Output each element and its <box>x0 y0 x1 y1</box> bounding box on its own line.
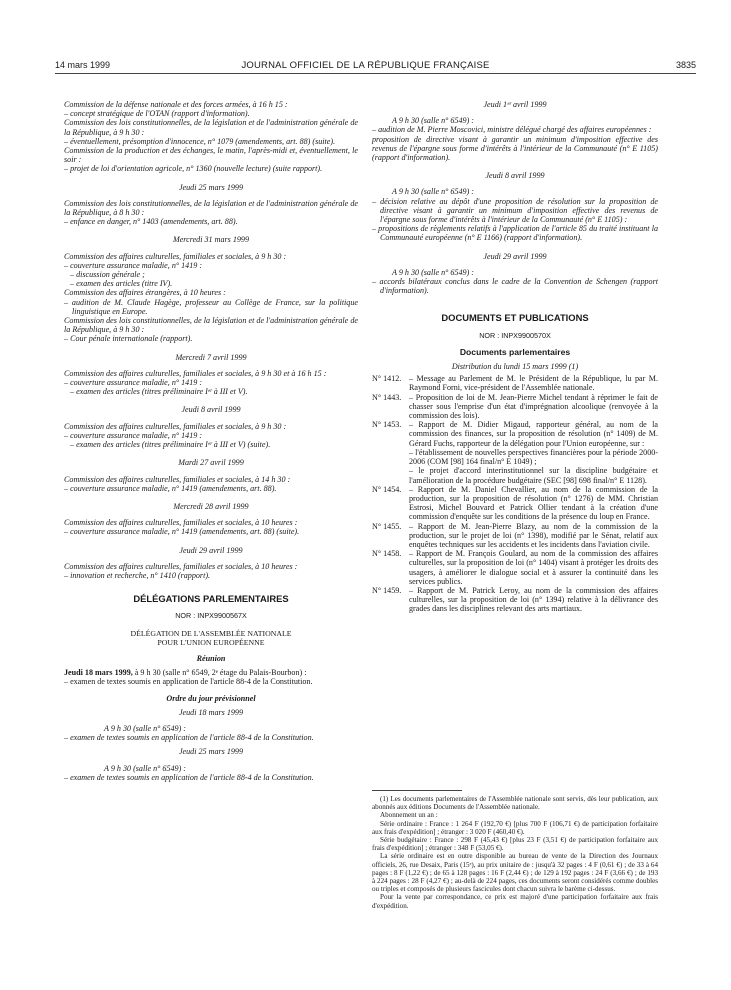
header-rule <box>55 73 696 74</box>
date-heading: Jeudi 25 mars 1999 <box>178 747 244 757</box>
meeting-date: Jeudi 18 mars 1999, <box>64 668 133 678</box>
document-entry <box>372 393 658 421</box>
nor-reference: NOR : INPX9900570X <box>479 330 551 340</box>
document-entry <box>372 586 658 614</box>
agenda-line: – audition de M. Claude Hagège, professeur au Collège de France, sur la politique linguistique en Europe. <box>64 297 358 316</box>
meeting-heading: Réunion <box>196 653 226 663</box>
agenda-line: – concept stratégique de l'OTAN (rapport d'information). <box>64 109 250 119</box>
agenda-line: – enfance en danger, n° 1403 (amendements, art. 88). <box>64 217 238 227</box>
time-line: A 9 h 30 (salle n° 6549) : <box>104 763 186 773</box>
date-heading: Jeudi 29 avril 1999 <box>179 545 243 555</box>
document-entry <box>372 549 658 586</box>
time-line: A 9 h 30 (salle n° 6549) : <box>392 116 474 126</box>
footnote-paragraph: La série ordinaire est en outre disponible au bureau de vente de la Direction des Journaux officiels, 26, rue Desaix, Paris (15ᵉ), au prix unitaire de : jusqu'à 32 pages : 4 F (0,61 €) ; de 33 à 64 pages : 8 F (1,22 €) ; de 65 à 128 pages : 16 F (2,44 €) ; de 129 à 192 pages : 24 F (3,66 €) ; de 193 à 224 pages : 28 F (4,27 €) ; au-delà de 224 pages, ces documents seront considérés comme doubles ou triples et composés de plusieurs fascicules dont chacun suivra le barème ci-dessus. <box>372 852 658 894</box>
date-heading: Jeudi 25 mars 1999 <box>178 182 244 192</box>
document-entry <box>372 466 658 484</box>
agenda-line: – discussion générale ; <box>70 270 145 280</box>
agenda-line: Commission des affaires culturelles, familiales et sociales, à 9 h 30 : <box>64 251 287 261</box>
document-number: N° 1459. <box>372 585 402 595</box>
delegation-title: POUR L'UNION EUROPÉENNE <box>157 637 265 647</box>
date-heading: Mercredi 7 avril 1999 <box>175 352 247 362</box>
document-description: – Rapport de M. François Goulard, au nom de la commission des affaires culturelles, sur la proposition de loi (n° 1404) visant à protéger les droits des usagers, à améliorer le dialogue social et à assurer la continuité dans les services publics. <box>409 549 658 586</box>
agenda-line: – examen de textes soumis en application de l'article 88-4 de la Constitution. <box>64 733 314 743</box>
agenda-line: – examen de textes soumis en application de l'article 88-4 de la Constitution. <box>64 677 313 687</box>
document-entry <box>372 485 658 522</box>
agenda-line: – couverture assurance maladie, n° 1419 (amendements, art. 88) (suite). <box>64 527 300 537</box>
delegation-title: DÉLÉGATION DE L'ASSEMBLÉE NATIONALE <box>130 628 292 638</box>
document-number: N° 1458. <box>372 549 402 559</box>
footnote-paragraph: (1) Les documents parlementaires de l'Assemblée nationale sont servis, dès leur publication, aux abonnés aux éditions Documents de l'Assemblée nationale. <box>372 795 658 812</box>
footnote-paragraph: Abonnement un an : <box>380 811 438 820</box>
agenda-line: – examen des articles (titres préliminaire Iᵉʳ à III et V) (suite). <box>70 440 271 450</box>
agenda-line: proposition de directive visant à garantir un minimum d'imposition effective des revenus de l'épargne sous forme d'intérêts à l'intérieur de la Communauté (n° E 1105) (rapport d'information). <box>372 134 658 163</box>
agenda-line: Commission des lois constitutionnelles, de la législation et de l'administration générale de la République, à 9 h 30 : <box>64 118 358 137</box>
agenda-line: – couverture assurance maladie, n° 1419 : <box>64 378 203 388</box>
agenda-line: – Cour pénale internationale (rapport). <box>64 334 193 344</box>
documents-list <box>372 374 658 613</box>
date-heading: Jeudi 29 avril 1999 <box>483 251 547 261</box>
document-entry <box>372 522 658 550</box>
document-description: – Proposition de loi de M. Jean-Pierre Michel tendant à réprimer le fait de chasser sous l'emprise d'un état d'imprégnation alcoolique (renvoyée à la commission des lois). <box>409 392 658 421</box>
date-heading: Mercredi 31 mars 1999 <box>172 235 250 245</box>
agenda-line: Commission des lois constitutionnelles, de la législation et de l'administration générale de la République, à 8 h 30 : <box>64 198 358 218</box>
agenda-line: – décision relative au dépôt d'une proposition de résolution sur la proposition de directive visant à garantir un minimum d'imposition effective des revenus de l'épargne sous forme d'intérêts à l'intérieur de la Communauté (n° E 1105) : <box>372 196 658 225</box>
agenda-line: – projet de loi d'orientation agricole, n° 1360 (nouvelle lecture) (suite rapport). <box>64 164 323 174</box>
agenda-line: – examen des articles (titre IV). <box>70 279 173 289</box>
document-description: – Rapport de M. Patrick Leroy, au nom de la commission des affaires culturelles, sur la proposition de loi (n° 1394) relative à la délivrance des grades dans les disciplines relevant des arts martiaux. <box>409 585 658 614</box>
time-line: A 9 h 30 (salle n° 6549) : <box>392 187 474 197</box>
document-entry <box>372 374 658 392</box>
agenda-line: Commission des affaires étrangères, à 10 heures : <box>64 288 226 298</box>
agenda-line: – couverture assurance maladie, n° 1419 (amendements, art. 88). <box>64 483 277 493</box>
document-number: N° 1412. <box>372 374 402 384</box>
footnote-paragraph: Pour la vente par correspondance, ce prix est majoré d'une participation forfaitaire aux frais d'expédition. <box>372 893 658 910</box>
agenda-line: – éventuellement, présomption d'innocence, n° 1079 (amendements, art. 88) (suite). <box>64 136 336 146</box>
agenda-line: – innovation et recherche, n° 1410 (rapport). <box>64 570 211 580</box>
document-number: N° 1455. <box>372 521 402 531</box>
footnote <box>372 790 658 910</box>
agenda-line: Commission des affaires culturelles, familiales et sociales, à 9 h 30 : <box>64 421 287 431</box>
meeting-line <box>64 668 358 677</box>
header-title: JOURNAL OFFICIEL DE LA RÉPUBLIQUE FRANÇAISE <box>241 60 490 71</box>
footnote-paragraph: Série budgétaire : France : 298 F (45,43 €) [plus 23 F (3,51 €) de participation forfaitaire aux frais d'expédition] ; étranger : 348 F (53,05 €). <box>372 836 658 853</box>
document-description: – Rapport de M. Didier Migaud, rapporteur général, au nom de la commission des finances, sur la proposition de résolution (n° 1409) de M. Gérard Fuchs, rapporteur de la délégation pour l'Union européenne, sur : <box>409 420 658 448</box>
agenda-line: – couverture assurance maladie, n° 1419 : <box>64 260 203 270</box>
document-number: N° 1453. <box>372 420 402 430</box>
agenda-line: – propositions de règlements relatifs à l'application de l'article 85 du traité instituant la Communauté européenne (n° E 1166) (rapport d'information). <box>372 224 658 243</box>
agenda-line: Commission de la production et des échanges, le matin, l'après-midi et, éventuellement, le soir : <box>64 146 358 165</box>
section-title: DÉLÉGATIONS PARLEMENTAIRES <box>133 593 289 605</box>
date-heading: Jeudi 8 avril 1999 <box>181 405 241 415</box>
left-column <box>64 100 358 782</box>
agenda-line: – audition de M. Pierre Moscovici, ministre délégué chargé des affaires européennes : <box>372 125 652 135</box>
document-number <box>372 466 409 484</box>
right-column <box>372 100 658 614</box>
agenda-line: Commission des affaires culturelles, familiales et sociales, à 10 heures : <box>64 561 298 571</box>
meeting-detail: à 9 h 30 (salle n° 6549, 2ᵉ étage du Palais-Bourbon) : <box>132 668 307 678</box>
document-description: – Rapport de M. Daniel Chevallier, au nom de la commission de la production, sur la proposition de résolution (n° 1276) de MM. Christian Estrosi, Michel Bouvard et Patrick Ollier tendant à la création d'une commission d'enquête sur les conditions de la présence du loup en France. <box>409 484 658 522</box>
agenda-heading: Ordre du jour prévisionnel <box>166 693 256 703</box>
agenda-line: – accords bilatéraux conclus dans le cadre de la Convention de Schengen (rapport d'information). <box>372 277 658 296</box>
document-number: N° 1454. <box>372 484 402 494</box>
agenda-line: Commission des affaires culturelles, familiales et sociales, à 10 heures : <box>64 518 298 528</box>
document-description: – Message au Parlement de M. le Président de la République, lu par M. Raymond Forni, vice-président de l'Assemblée nationale. <box>409 374 658 393</box>
document-description: – Rapport de M. Jean-Pierre Blazy, au nom de la commission de la production, sur le projet de loi (n° 1398), modifié par le Sénat, relatif aux enquêtes techniques sur les accidents et les incidents dans l'aviation civile. <box>409 521 658 549</box>
document-entry <box>372 420 658 448</box>
nor-reference: NOR : INPX9900567X <box>175 611 247 621</box>
header-page-number: 3835 <box>675 60 696 70</box>
agenda-line: Commission des affaires culturelles, familiales et sociales, à 14 h 30 : <box>64 474 291 484</box>
distribution-date: Distribution du lundi 15 mars 1999 (1) <box>451 362 579 372</box>
time-line: A 9 h 30 (salle n° 6549) : <box>104 723 186 733</box>
agenda-line: Commission de la défense nationale et des forces armées, à 16 h 15 : <box>64 100 288 109</box>
agenda-line: – couverture assurance maladie, n° 1419 : <box>64 430 203 440</box>
document-entry <box>372 448 658 466</box>
section-title: DOCUMENTS ET PUBLICATIONS <box>441 312 589 324</box>
document-number <box>372 448 409 466</box>
date-heading: Mardi 27 avril 1999 <box>178 458 244 468</box>
document-description: – le projet d'accord interinstitutionnel sur la discipline budgétaire et l'amélioration de la procédure budgétaire (SEC [98] 698 final/n° E 1128). <box>409 466 658 485</box>
agenda-line: Commission des lois constitutionnelles, de la législation et de l'administration générale de la République, à 9 h 30 : <box>64 316 358 335</box>
date-heading: Jeudi 1ᵉʳ avril 1999 <box>483 100 547 109</box>
document-number: N° 1443. <box>372 392 402 402</box>
footnote-rule <box>372 790 462 791</box>
date-heading: Jeudi 18 mars 1999 <box>178 707 244 717</box>
document-description: – l'établissement de nouvelles perspectives financières pour la période 2000-2006 (COM [98] 164 final/n° E 1049) ; <box>409 447 658 467</box>
agenda-line: – examen de textes soumis en application de l'article 88-4 de la Constitution. <box>64 772 314 782</box>
date-heading: Jeudi 8 avril 1999 <box>485 171 545 181</box>
subsection-title: Documents parlementaires <box>459 346 571 357</box>
agenda-line: Commission des affaires culturelles, familiales et sociales, à 9 h 30 et à 16 h 15 : <box>64 368 327 378</box>
footnote-paragraph: Série ordinaire : France : 1 264 F (192,70 €) [plus 700 F (106,71 €) de participation forfaitaire aux frais d'expédition] ; étranger : 3 020 F (460,40 €). <box>372 819 658 836</box>
date-heading: Mercredi 28 avril 1999 <box>173 501 249 511</box>
agenda-line: – examen des articles (titres préliminaire Iᵉʳ à III et V). <box>70 387 248 397</box>
header-date: 14 mars 1999 <box>55 60 111 70</box>
time-line: A 9 h 30 (salle n° 6549) : <box>392 267 474 277</box>
